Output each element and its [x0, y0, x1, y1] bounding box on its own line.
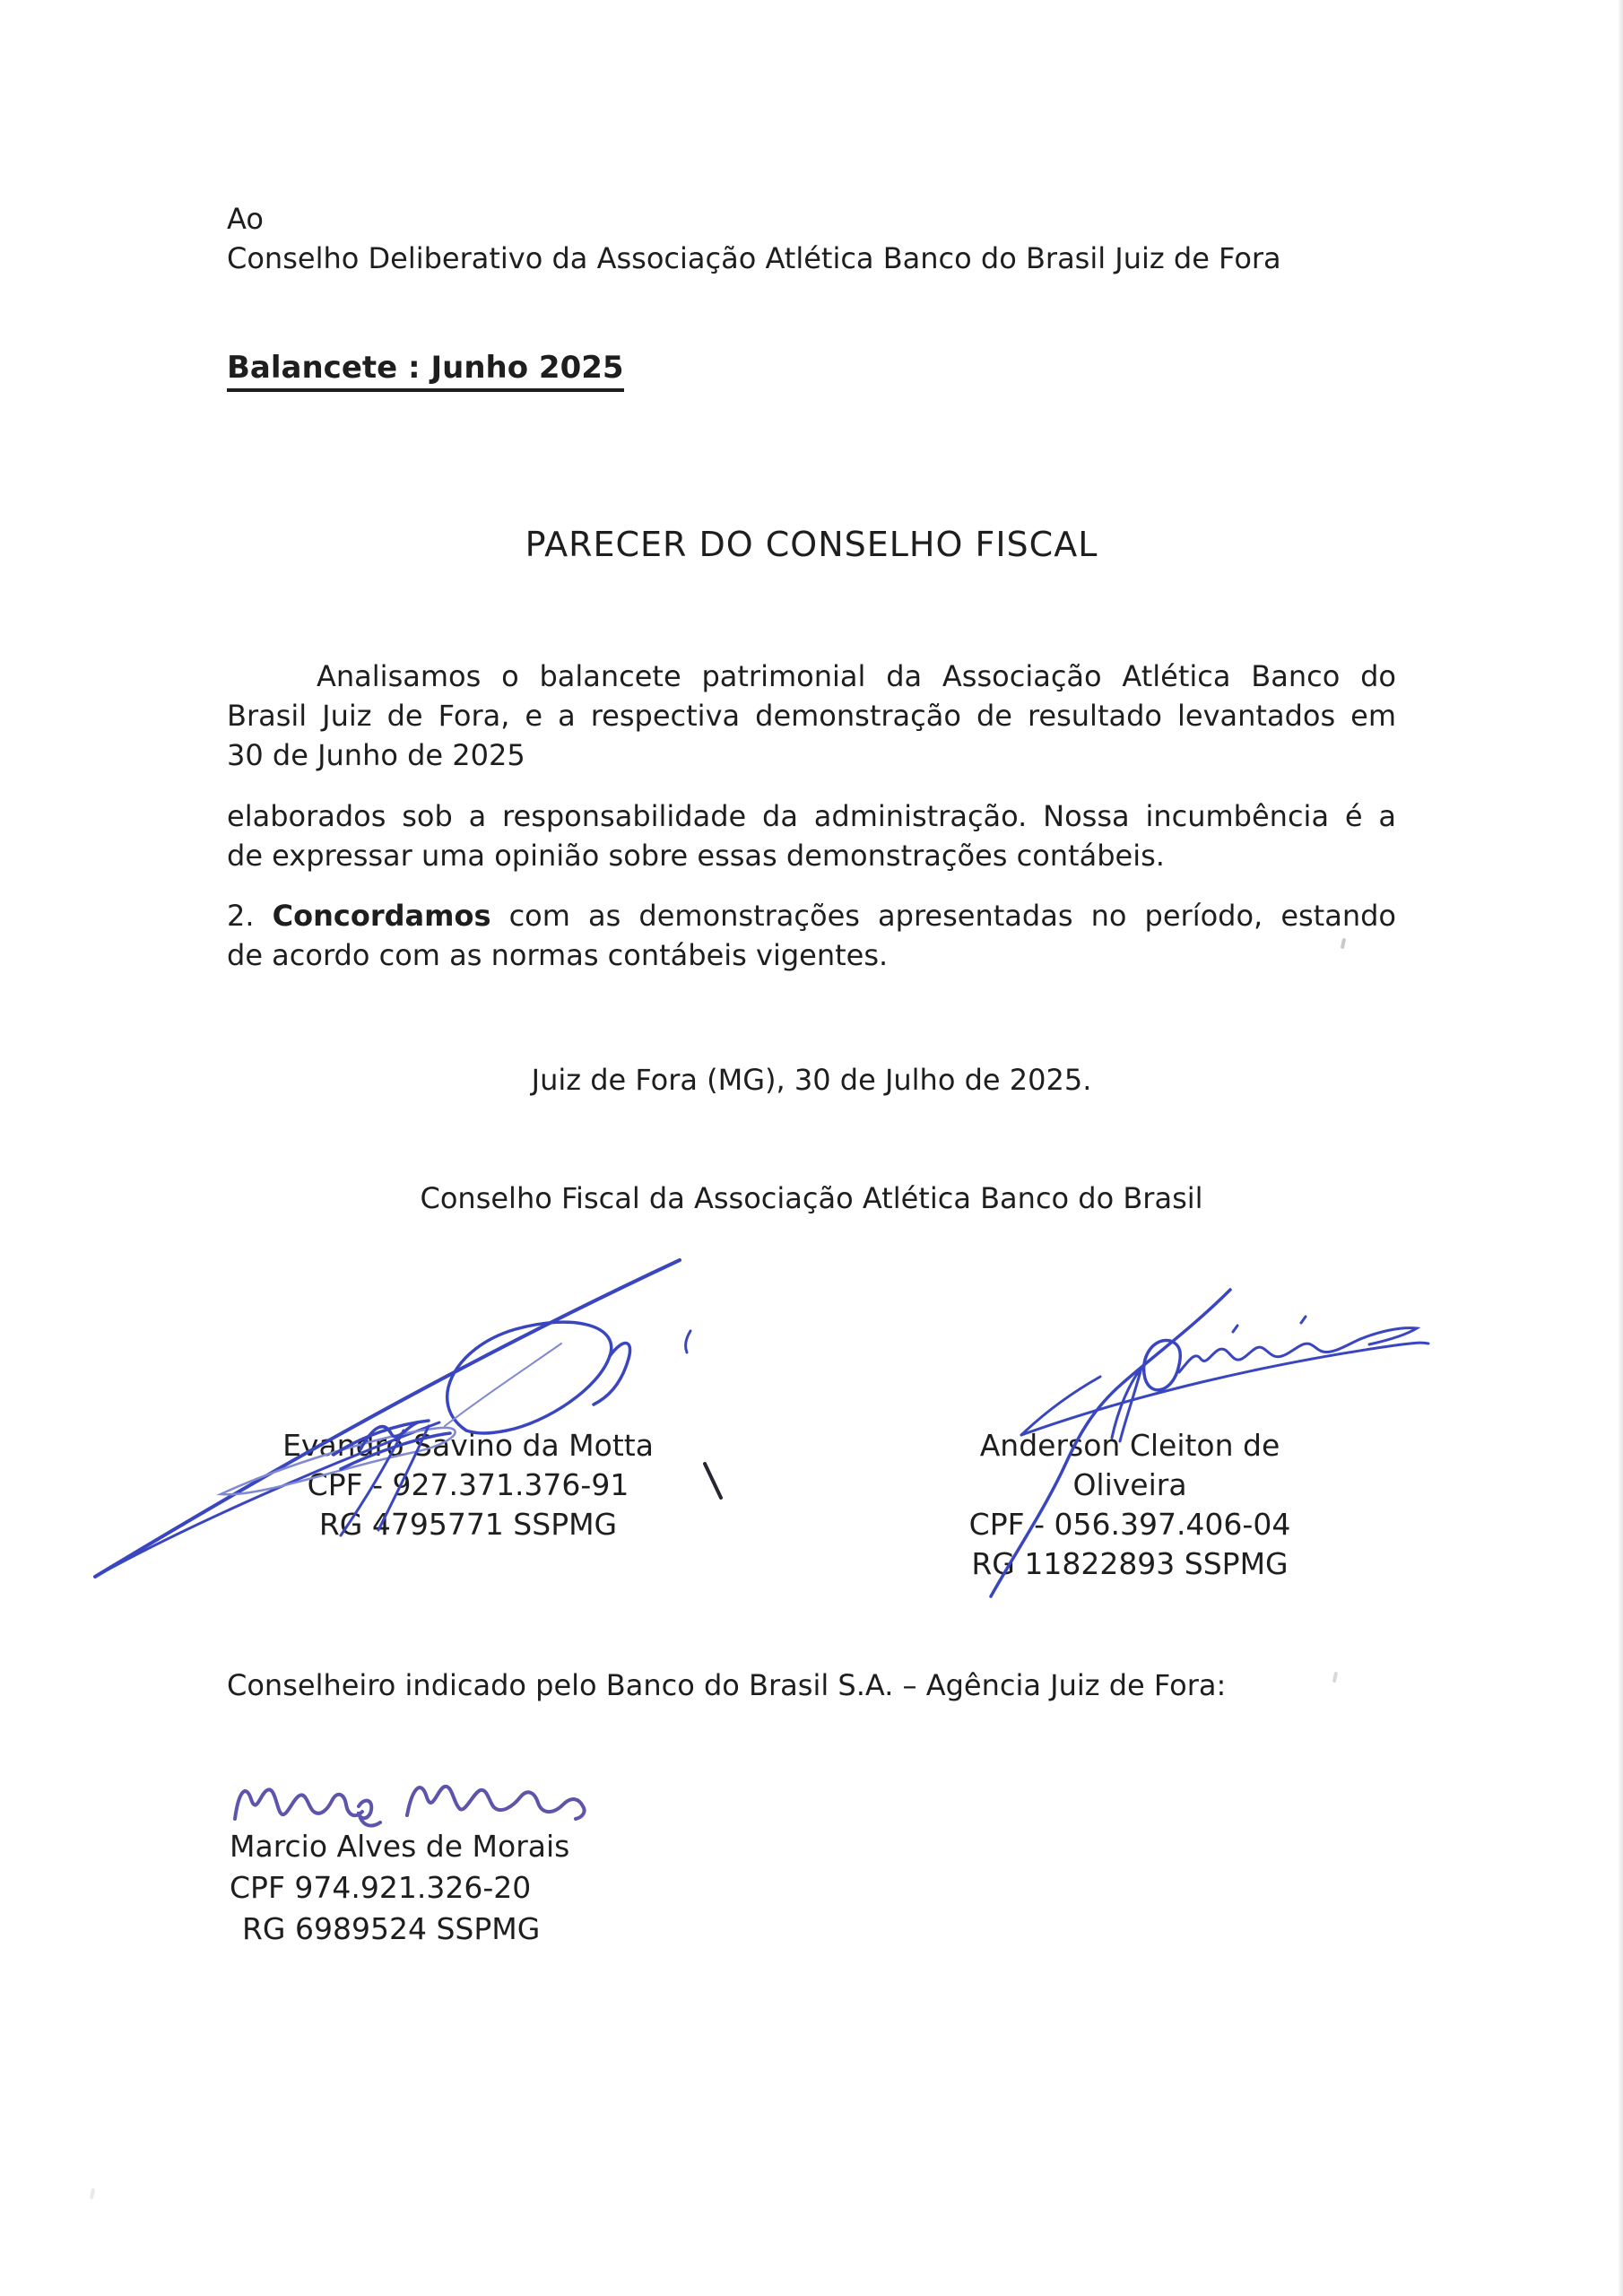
document-title: PARECER DO CONSELHO FISCAL — [525, 525, 1098, 564]
paragraph-2 — [227, 796, 1396, 875]
paragraph-line — [227, 896, 1396, 935]
signer-name: Evandro Savino da Motta — [282, 1428, 654, 1463]
paragraph-line: elaborados sob a responsabilidade da administração. Nossa incumbência é a — [227, 799, 1396, 833]
ink-slash-mark — [705, 1464, 721, 1498]
paragraph-text: 2. — [227, 899, 273, 933]
paragraph-text: com as demonstrações apresentadas no período, estando — [490, 899, 1396, 933]
date-line: Juiz de Fora (MG), 30 de Julho de 2025. — [531, 1063, 1092, 1097]
signer-block-anderson — [924, 1426, 1336, 1584]
paragraph-bold-word: Concordamos — [272, 899, 491, 933]
counselor-rg: RG 6989524 SSPMG — [242, 1911, 541, 1946]
paragraph-line: 30 de Junho de 2025 — [227, 738, 525, 772]
counselor-heading: Conselheiro indicado pelo Banco do Brasil S.A. – Agência Juiz de Fora: — [227, 1668, 1227, 1702]
recipient-salutation: Ao — [227, 202, 264, 236]
signer-block-evandro — [262, 1426, 674, 1544]
signature-strokes — [235, 1787, 585, 1826]
signer-name: Anderson Cleiton de Oliveira — [979, 1428, 1280, 1502]
paragraph-line: de acordo com as normas contábeis vigentes. — [227, 938, 889, 972]
subject-line-wrap — [227, 350, 624, 386]
signer-rg: RG 4795771 SSPMG — [318, 1507, 618, 1542]
signer-cpf: CPF - 056.397.406-04 — [968, 1507, 1291, 1542]
paragraph-line: de expressar uma opinião sobre essas demonstrações contábeis. — [227, 839, 1165, 873]
counselor-block — [230, 1826, 857, 1950]
subject-line: Balancete : Junho 2025 — [227, 350, 624, 392]
scan-edge-shadow — [1618, 0, 1623, 2296]
council-line: Conselho Fiscal da Associação Atlética Banco do Brasil — [420, 1181, 1203, 1215]
counselor-name: Marcio Alves de Morais — [230, 1829, 570, 1864]
paragraph-1 — [227, 657, 1396, 775]
paragraph-line: Analisamos o balancete patrimonial da Associação Atlética Banco do — [317, 659, 1396, 693]
scan-speck — [90, 2188, 95, 2200]
signer-rg: RG 11822893 SSPMG — [971, 1546, 1289, 1581]
recipient-block — [227, 199, 1396, 278]
paragraph-3 — [227, 896, 1396, 975]
recipient-addressee: Conselho Deliberativo da Associação Atlética Banco do Brasil Juiz de Fora — [227, 241, 1281, 275]
paragraph-line: Brasil Juiz de Fora, e a respectiva demonstração de resultado levantados em — [227, 699, 1396, 733]
counselor-cpf: CPF 974.921.326-20 — [230, 1870, 532, 1905]
signer-cpf: CPF - 927.371.376-91 — [307, 1467, 629, 1502]
document-title-wrap — [0, 525, 1623, 564]
